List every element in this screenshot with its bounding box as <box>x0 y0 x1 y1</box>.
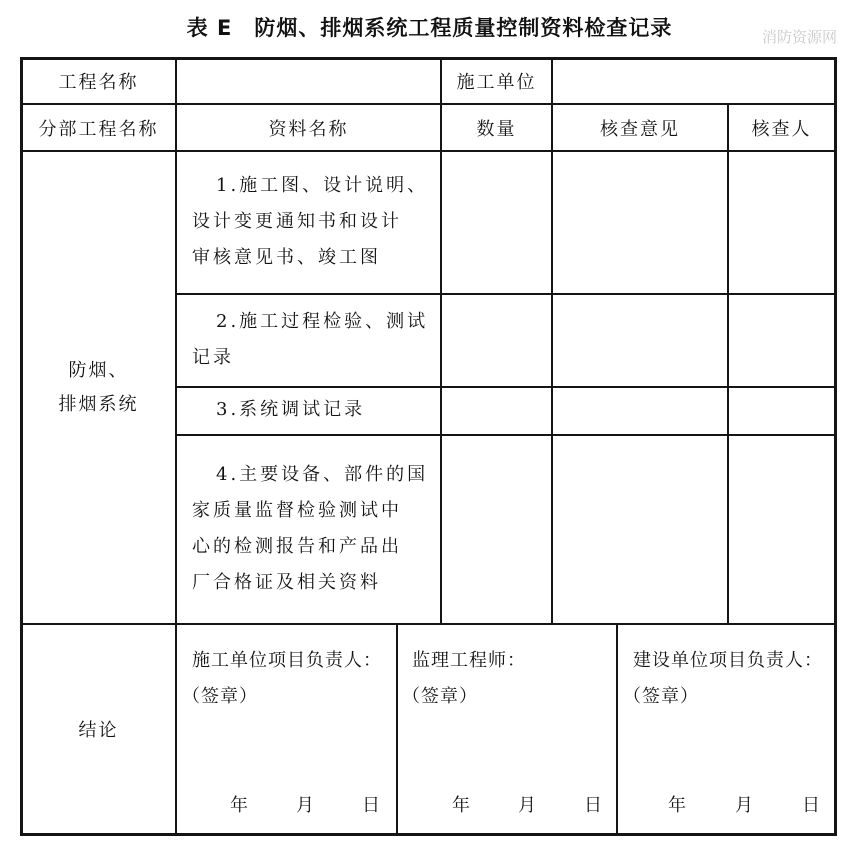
watermark: 消防资源网 <box>761 28 837 46</box>
item-line: 心的检测报告和产品出 <box>192 536 402 557</box>
col-line <box>396 623 398 835</box>
signature-role: 建设单位项目负责人： <box>633 650 823 671</box>
project-name-value <box>177 59 440 103</box>
list-item-3 <box>192 392 434 428</box>
subproject-name-line: 防烟、 <box>68 359 129 381</box>
column-header-checker <box>729 105 834 150</box>
column-header-quantity <box>442 105 551 150</box>
conclusion-label-text: 结论 <box>78 720 119 741</box>
item-text: 3.系统调试记录 <box>216 399 366 420</box>
item-line: 审核意见书、竣工图 <box>192 247 381 268</box>
row-line <box>175 293 837 295</box>
item-text: 1.施工图、设计说明、 <box>216 175 429 196</box>
item-line <box>192 168 434 204</box>
signature-seal: （签章） <box>623 686 699 707</box>
date-day: 日 <box>362 795 380 816</box>
column-header-opinion <box>553 105 727 150</box>
form-title-text: 防烟、排烟系统工程质量控制资料检查记录 <box>254 16 673 40</box>
border-bottom <box>20 833 837 836</box>
project-name-label <box>22 59 175 103</box>
item-line: 家质量监督检验测试中 <box>192 500 402 521</box>
column-header-document <box>177 105 440 150</box>
item-line <box>192 304 434 340</box>
item-line: 设计变更通知书和设计 <box>192 211 402 232</box>
date-month: 月 <box>518 795 536 816</box>
signature-role: 施工单位项目负责人： <box>192 650 382 671</box>
row-line <box>175 386 837 388</box>
subproject-name-line: 排烟系统 <box>58 393 139 415</box>
conclusion-label <box>22 625 175 833</box>
column-header-checker-text: 核查人 <box>751 118 812 140</box>
col-line <box>727 103 729 623</box>
row-line <box>175 434 837 436</box>
list-item-2 <box>192 304 434 376</box>
date-year: 年 <box>230 795 248 816</box>
contractor-label <box>442 59 551 103</box>
col-line <box>616 623 618 835</box>
column-header-quantity-text: 数量 <box>476 118 517 140</box>
subproject-name <box>22 152 175 623</box>
item-line <box>192 392 434 428</box>
col-line <box>175 57 177 836</box>
date-year: 年 <box>452 795 470 816</box>
date-month: 月 <box>296 795 314 816</box>
signature-seal: （签章） <box>402 686 478 707</box>
column-header-subproject-text: 分部工程名称 <box>38 118 159 140</box>
border-right <box>834 57 837 836</box>
column-header-opinion-text: 核查意见 <box>600 118 680 140</box>
column-header-subproject <box>22 105 175 150</box>
project-name-label-text: 工程名称 <box>58 72 139 93</box>
list-item-1 <box>192 168 434 276</box>
item-text: 2.施工过程检验、测试 <box>216 311 429 332</box>
date-day: 日 <box>802 795 820 816</box>
item-text: 4.主要设备、部件的国 <box>216 464 429 485</box>
date-day: 日 <box>584 795 602 816</box>
signature-role: 监理工程师： <box>412 650 526 671</box>
signature-seal: （签章） <box>182 686 258 707</box>
date-year: 年 <box>668 795 686 816</box>
list-item-4 <box>192 457 434 601</box>
contractor-value <box>553 59 834 103</box>
contractor-label-text: 施工单位 <box>456 72 537 93</box>
item-line <box>192 457 434 493</box>
item-line: 厂合格证及相关资料 <box>192 572 381 593</box>
form-code: 表 E <box>186 16 233 40</box>
date-month: 月 <box>735 795 753 816</box>
item-line: 记录 <box>192 347 234 368</box>
column-header-document-text: 资料名称 <box>268 118 349 140</box>
